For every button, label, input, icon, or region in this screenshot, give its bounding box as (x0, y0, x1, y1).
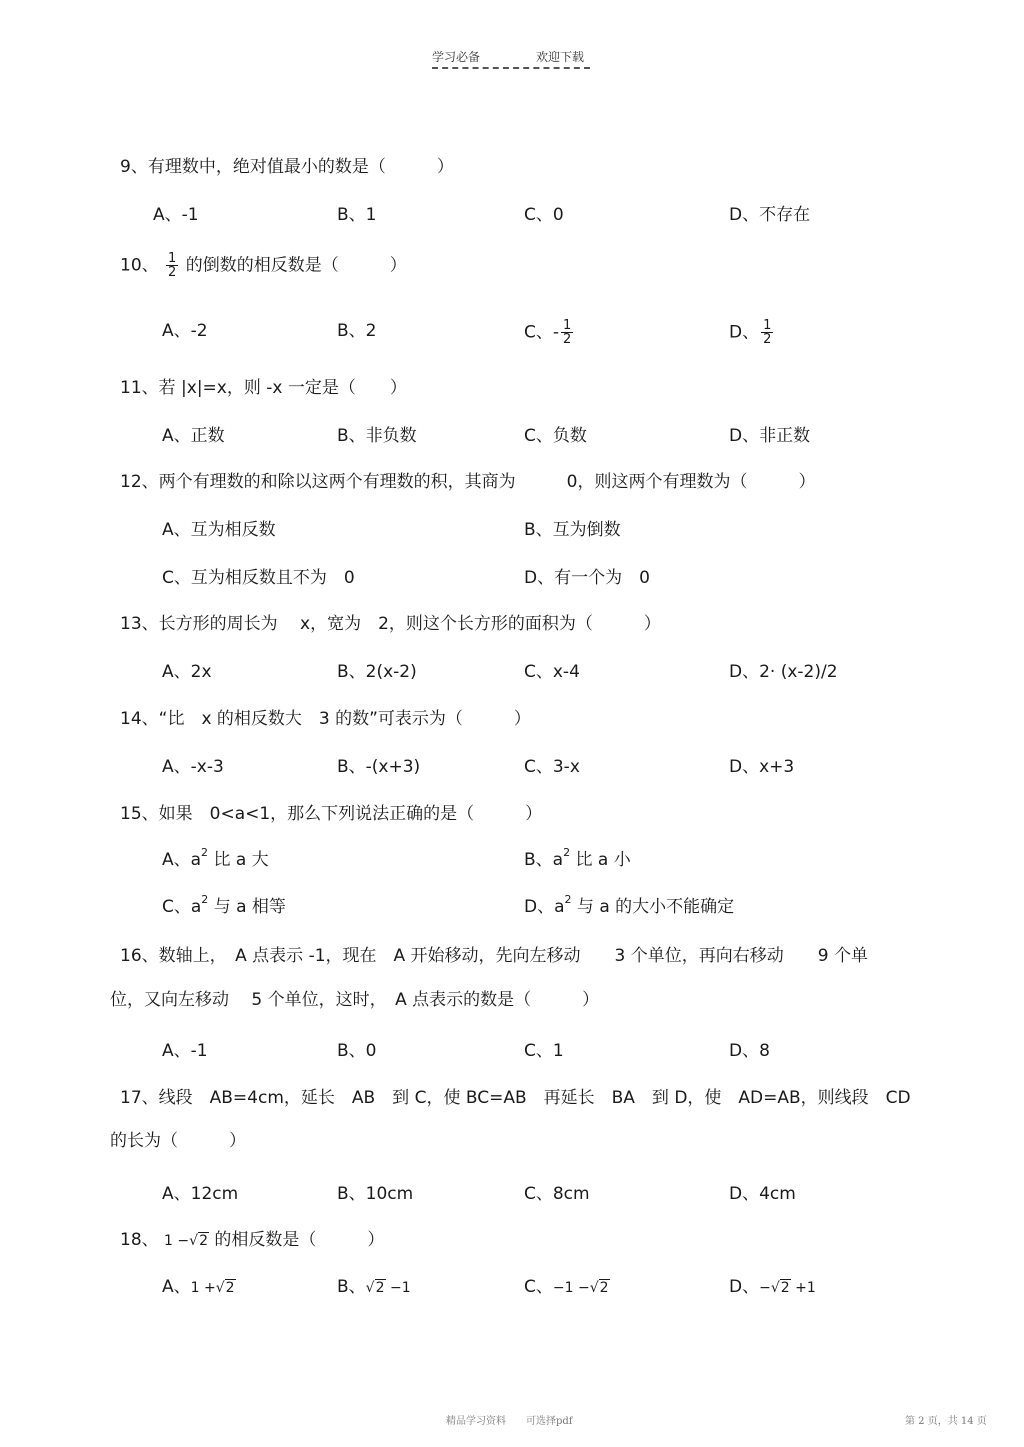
radical-sign: √ (189, 1233, 199, 1249)
option-label: A、 (162, 1277, 191, 1297)
option-label: C、a (162, 897, 202, 917)
option-expression (191, 1276, 236, 1300)
footer-page-number: 第 2 页，共 14 页 (905, 1416, 987, 1427)
q14-stem: 14、“比 x 的相反数大 3 的数”可表示为（ ） (120, 709, 531, 729)
q10-prefix: 10、 (120, 255, 159, 276)
q10-option-c (524, 319, 575, 346)
exponent: 2 (201, 846, 209, 859)
q9-option-c: C、0 (524, 205, 564, 225)
q10-option-c-fraction (561, 319, 573, 346)
page-header (432, 48, 592, 72)
option-expression (553, 1276, 610, 1300)
option-label: B、 (337, 1277, 366, 1297)
q11-option-c: C、负数 (524, 426, 587, 446)
q9-option-a: A、-1 (153, 205, 199, 225)
q10-option-c-label: C、- (524, 322, 560, 343)
expr-pre: − (759, 1280, 771, 1296)
radical-sign: √ (589, 1280, 599, 1296)
q11-option-b: B、非负数 (337, 426, 417, 446)
option-text: 比 a 大 (213, 850, 269, 870)
q15-option-d (524, 895, 734, 919)
option-text: 与 a 的大小不能确定 (576, 897, 735, 917)
expr-post: +1 (790, 1280, 816, 1296)
q13-option-b: B、2(x-2) (337, 662, 417, 682)
q12-option-a: A、互为相反数 (162, 520, 276, 540)
expr-pre: −1 − (552, 1280, 590, 1296)
q18-prefix: 18、 (120, 1230, 159, 1250)
q15-option-b (524, 848, 631, 872)
q9-stem: 9、有理数中，绝对值最小的数是（ ） (120, 157, 454, 177)
q17-stem-line2: 的长为（ ） (110, 1131, 246, 1151)
fraction-denominator: 2 (168, 265, 177, 280)
q11-stem: 11、若 |x|=x，则 -x 一定是（ ） (120, 378, 407, 398)
q18-stem-text: 的相反数是（ ） (214, 1230, 385, 1250)
q17-option-d: D、4cm (729, 1184, 796, 1204)
q9-option-b: B、1 (337, 205, 377, 225)
exponent: 2 (564, 893, 572, 906)
q17-stem-line1: 17、线段 AB=4cm，延长 AB 到 C，使 BC=AB 再延长 BA 到 D，使 AD=AB，则线段 CD (120, 1088, 911, 1108)
radicand: 2 (375, 1280, 385, 1296)
q16-option-d: D、8 (729, 1041, 770, 1061)
q10-option-a: A、-2 (162, 321, 208, 341)
q10-option-b: B、2 (337, 321, 377, 341)
q16-stem-line2: 位，又向左移动 5 个单位，这时， A 点表示的数是（ ） (110, 990, 600, 1010)
option-label: B、a (524, 850, 564, 870)
fraction-numerator: 1 (763, 318, 772, 333)
q12-stem: 12、两个有理数的和除以这两个有理数的积，其商为 0，则这两个有理数为（ ） (120, 472, 816, 492)
q12-option-d: D、有一个为 0 (524, 568, 650, 588)
expr-post: −1 (385, 1280, 411, 1296)
q13-option-a: A、2x (162, 662, 212, 682)
option-expression (759, 1276, 816, 1300)
q16-option-a: A、-1 (162, 1041, 208, 1061)
option-label: A、a (162, 850, 202, 870)
q15-option-c (162, 895, 286, 919)
q13-option-d: D、2· (x-2)/2 (729, 662, 838, 682)
q18-option-a (162, 1275, 236, 1300)
q10-stem-fraction (166, 252, 178, 279)
fraction-denominator: 2 (563, 332, 572, 347)
option-text: 与 a 相等 (213, 897, 286, 917)
q11-option-d: D、非正数 (729, 426, 811, 446)
q14-option-b: B、-(x+3) (337, 757, 421, 777)
q14-option-a: A、-x-3 (162, 757, 224, 777)
radicand: 2 (780, 1280, 790, 1296)
footer-watermark: 精品学习资料 可选择pdf (446, 1416, 573, 1427)
q10-stem (120, 252, 407, 279)
q10-option-d (729, 319, 775, 346)
q10-stem-text: 的倒数的相反数是（ ） (185, 255, 407, 276)
radical-sign: √ (365, 1280, 375, 1296)
q18-option-d (729, 1275, 816, 1300)
fraction-numerator: 1 (168, 251, 177, 266)
q10-option-d-label: D、 (729, 322, 760, 343)
fraction-numerator: 1 (563, 318, 572, 333)
q12-option-c: C、互为相反数且不为 0 (162, 568, 355, 588)
option-label: C、 (524, 1277, 553, 1297)
q16-stem-line1: 16、数轴上， A 点表示 -1，现在 A 开始移动，先向左移动 3 个单位，再向右移动 9 个单 (120, 946, 868, 966)
option-label: D、 (729, 1277, 760, 1297)
q15-stem: 15、如果 0<a<1，那么下列说法正确的是（ ） (120, 804, 543, 824)
q14-option-d: D、x+3 (729, 757, 795, 777)
q10-option-d-fraction (761, 319, 773, 346)
q12-option-b: B、互为倒数 (524, 520, 621, 540)
q16-option-c: C、1 (524, 1041, 564, 1061)
q17-option-b: B、10cm (337, 1184, 414, 1204)
exponent: 2 (563, 846, 571, 859)
option-label: D、a (524, 897, 565, 917)
q9-option-d: D、不存在 (729, 205, 811, 225)
header-left: 学习必备 (432, 50, 481, 64)
q17-option-a: A、12cm (162, 1184, 239, 1204)
q18-stem-expression (164, 1229, 209, 1253)
q11-option-a: A、正数 (162, 426, 225, 446)
expr-pre: 1 + (190, 1280, 216, 1296)
header-right: 欢迎下载 (536, 50, 585, 64)
q18-option-b (337, 1275, 411, 1300)
q18-stem (120, 1228, 384, 1253)
q17-option-c: C、8cm (524, 1184, 590, 1204)
exponent: 2 (201, 893, 209, 906)
option-text: 比 a 小 (575, 850, 631, 870)
q13-stem: 13、长方形的周长为 x，宽为 2，则这个长方形的面积为（ ） (120, 614, 661, 634)
radicand: 2 (599, 1280, 609, 1296)
q13-option-c: C、x-4 (524, 662, 580, 682)
q16-option-b: B、0 (337, 1041, 377, 1061)
q14-option-c: C、3-x (524, 757, 580, 777)
radical-sign: √ (770, 1280, 780, 1296)
q18-option-c (524, 1275, 610, 1300)
expr-pre: 1 − (164, 1233, 190, 1249)
radicand: 2 (199, 1233, 208, 1249)
radicand: 2 (225, 1280, 235, 1296)
radical-sign: √ (215, 1280, 225, 1296)
header-divider (432, 67, 590, 69)
fraction-denominator: 2 (763, 332, 772, 347)
option-expression (366, 1276, 411, 1300)
q15-option-a (162, 848, 269, 872)
